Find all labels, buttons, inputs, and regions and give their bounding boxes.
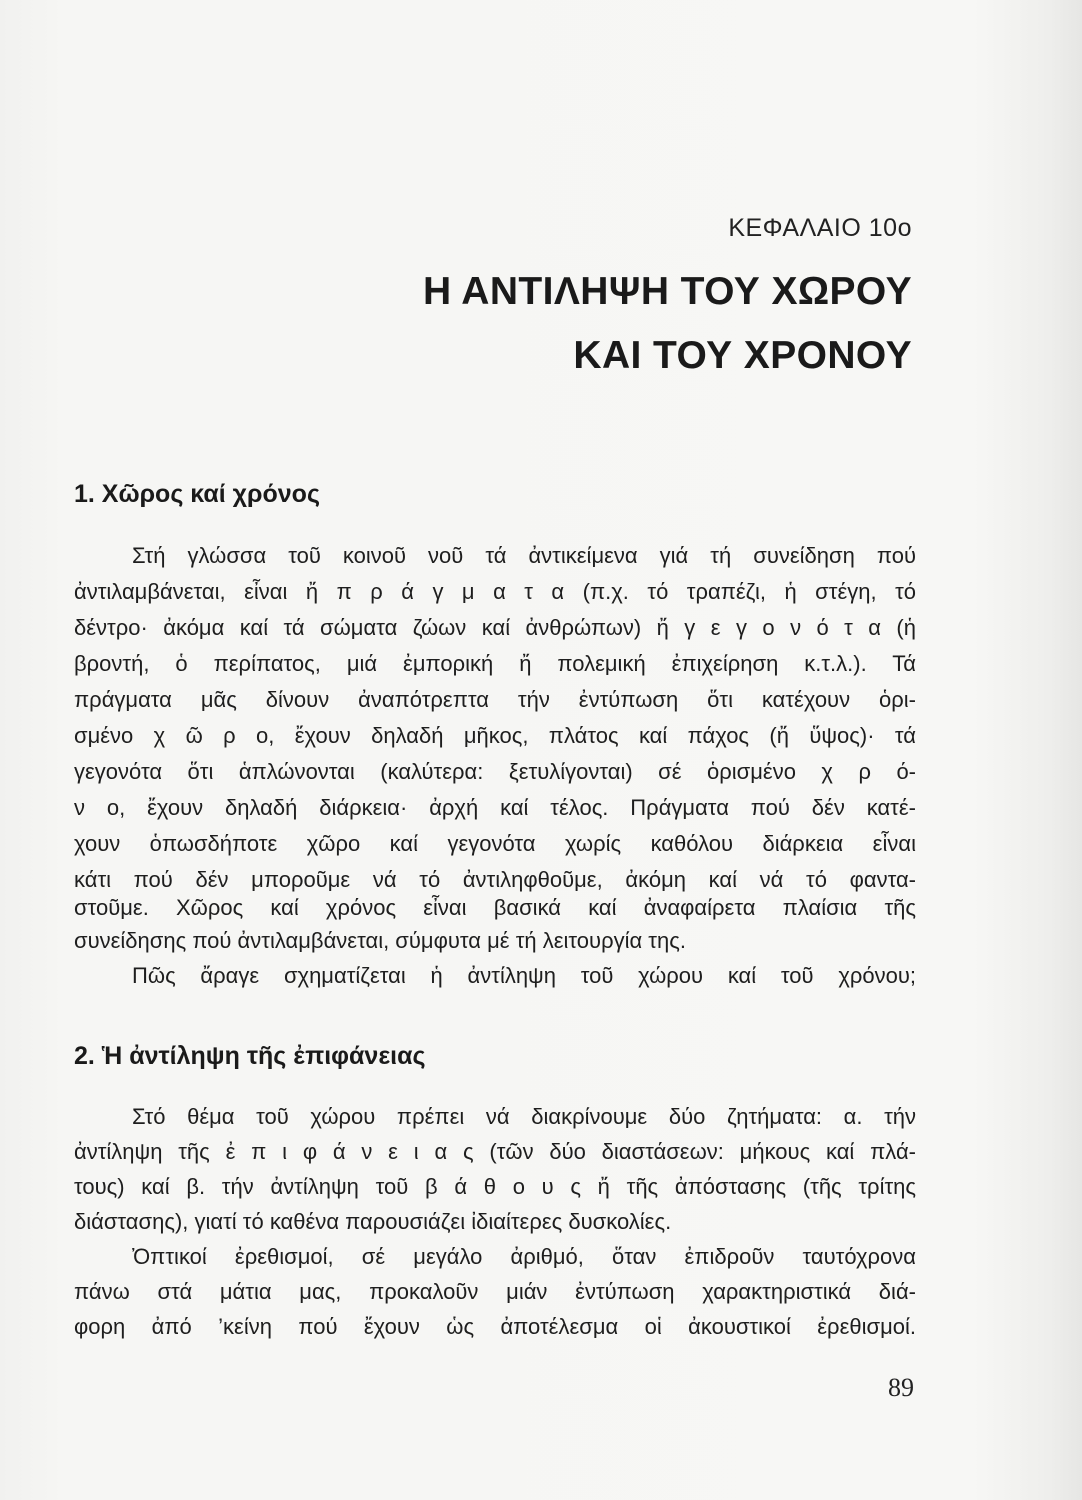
paragraph-line: πάνω στά μάτια μας, προκαλοῦν μιάν ἐντύπωση χαρακτηριστικά διά- [74, 1279, 916, 1304]
paragraph-line: χουν ὁπωσδήποτε χῶρο καί γεγονότα χωρίς καθόλου διάρκεια εἶναι [74, 831, 916, 856]
paragraph-line: ἀντιλαμβάνεται, εἶναι ἤ π ρ ά γ μ α τ α (π.χ. τό τραπέζι, ἡ στέγη, τό [74, 579, 916, 604]
page-number: 89 [888, 1373, 914, 1402]
paragraph-line: φορη ἀπό ’κείνη πού ἔχουν ὡς ἀποτέλεσμα οἱ ἀκουστικοί ἐρεθισμοί. [74, 1314, 916, 1339]
paragraph-line: βροντή, ὁ περίπατος, μιά ἐμπορική ἤ πολεμική ἐπιχείρηση κ.τ.λ.). Τά [74, 651, 916, 676]
paragraph-line: Ὀπτικοί ἐρεθισμοί, σέ μεγάλο ἀριθμό, ὅταν ἐπιδροῦν ταυτόχρονα [132, 1244, 916, 1269]
paragraph-line: γεγονότα ὅτι ἁπλώνονται (καλύτερα: ξετυλίγονται) σέ ὁρισμένο χ ρ ό- [74, 759, 916, 784]
paragraph-line: συνείδησης πού ἀντιλαμβάνεται, σύμφυτα μέ τή λειτουργία της. [74, 928, 686, 953]
paragraph-line: δέντρο· ἀκόμα καί τά σώματα ζώων καί ἀνθρώπων) ἤ γ ε γ ο ν ό τ α (ἡ [74, 615, 916, 640]
paragraph-line: διάστασης), γιατί τό καθένα παρουσιάζει ἰδιαίτερες δυσκολίες. [74, 1209, 672, 1234]
paragraph-line: ν ο, ἔχουν δηλαδή διάρκεια· ἀρχή καί τέλος. Πράγματα πού δέν κατέ- [74, 795, 916, 820]
section-heading-2: 2. Ἡ ἀντίληψη τῆς ἐπιφάνειας [74, 1042, 426, 1070]
paragraph-line: κάτι πού δέν μποροῦμε νά τό ἀντιληφθοῦμε, ἀκόμη καί νά τό φαντα- [74, 867, 916, 892]
paragraph-line: στοῦμε. Χῶρος καί χρόνος εἶναι βασικά καί ἀναφαίρετα πλαίσια τῆς [74, 895, 916, 920]
paragraph-line: ἀντίληψη τῆς ἐ π ι φ ά ν ε ι α ς (τῶν δύο διαστάσεων: μήκους καί πλά- [74, 1139, 916, 1164]
paragraph-line: Πῶς ἄραγε σχηματίζεται ἡ ἀντίληψη τοῦ χώρου καί τοῦ χρόνου; [132, 963, 916, 988]
paragraph-line: Στή γλώσσα τοῦ κοινοῦ νοῦ τά ἀντικείμενα γιά τή συνείδηση πού [132, 543, 916, 568]
chapter-title-line-1: Η ΑΝΤΙΛΗΨΗ ΤΟΥ ΧΩΡΟΥ [422, 270, 912, 313]
chapter-title-line-2: ΚΑΙ ΤΟΥ ΧΡΟΝΟΥ [573, 334, 912, 377]
chapter-label: ΚΕΦΑΛΑΙΟ 10ο [728, 214, 912, 242]
paragraph-line: Στό θέμα τοῦ χώρου πρέπει νά διακρίνουμε δύο ζητήματα: α. τήν [132, 1104, 916, 1129]
section-heading-1: 1. Χῶρος καί χρόνος [74, 480, 320, 508]
paragraph-line: τους) καί β. τήν ἀντίληψη τοῦ β ά θ ο υ ς ἤ τῆς ἀπόστασης (τῆς τρίτης [74, 1174, 916, 1199]
paragraph-line: πράγματα μᾶς δίνουν ἀναπότρεπτα τήν ἐντύπωση ὅτι κατέχουν ὁρι- [74, 687, 916, 712]
paragraph-line: σμένο χ ῶ ρ ο, ἔχουν δηλαδή μῆκος, πλάτος καί πάχος (ἤ ὕψος)· τά [74, 723, 916, 748]
